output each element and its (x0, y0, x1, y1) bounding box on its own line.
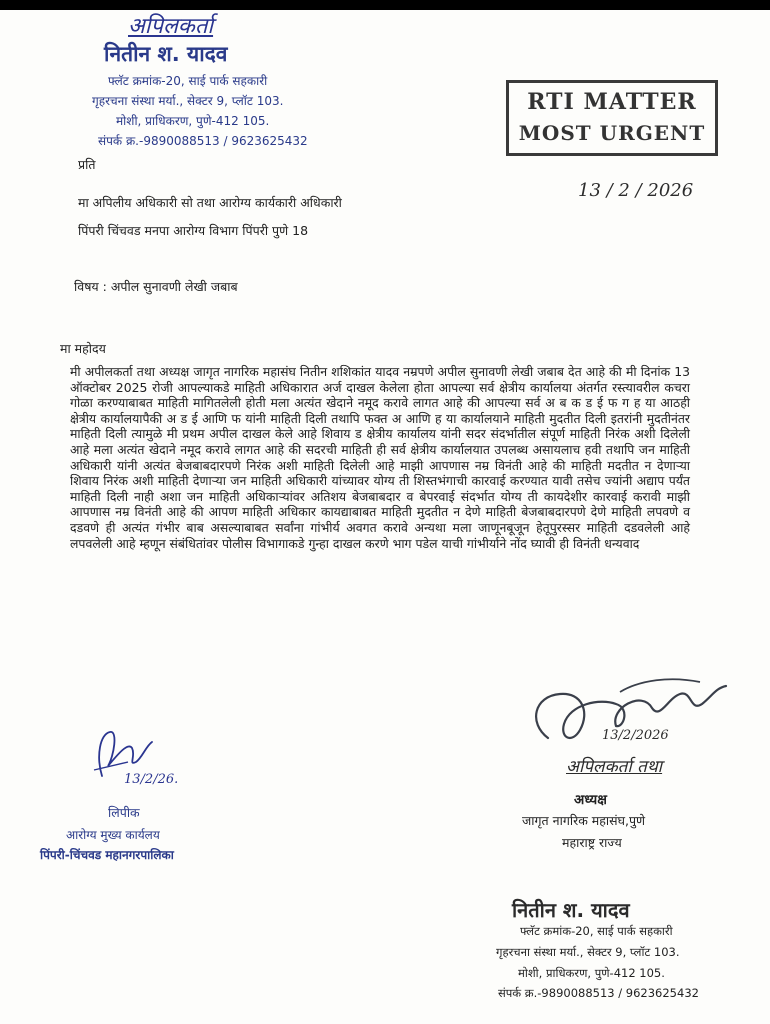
recipient-line2: पिंपरी चिंचवड मनपा आरोग्य विभाग पिंपरी पुणे 18 (78, 223, 309, 238)
letter-date: 13 / 2 / 2026 (578, 180, 694, 201)
subject-line: विषय : अपील सुनावणी लेखी जबाब (74, 279, 238, 294)
recipient-line1: मा अपिलीय अधिकारी सो तथा आरोग्य कार्यकारी अधिकारी (78, 195, 342, 210)
appellant-org-line2: महाराष्ट्र राज्य (562, 835, 622, 850)
appellant-signature (520, 668, 740, 758)
to-label: प्रति (78, 157, 96, 172)
appellant-signature-date: 13/2/2026 (602, 728, 669, 743)
footer-stamp-contact: संपर्क क्र.-9890088513 / 9623625432 (498, 986, 699, 1000)
rti-urgent-stamp (506, 80, 718, 156)
receiver-office-line1: आरोग्य मुख्य कार्यलय (66, 828, 160, 842)
rti-stamp-line1: RTI MATTER (527, 89, 697, 115)
appellant-org-line1: जागृत नागरिक महासंघ,पुणे (522, 813, 646, 828)
rti-stamp-line2: MOST URGENT (518, 121, 706, 145)
receiver-office-line2: पिंपरी-चिंचवड महानगरपालिका (40, 848, 174, 862)
top-black-bar (0, 0, 770, 10)
footer-stamp-name: नितीन श. यादव (512, 898, 630, 922)
footer-stamp-address-line1: फ्लॅट क्रमांक-20, साई पार्क सहकारी (520, 924, 673, 938)
sender-address-line1: फ्लॅट क्रमांक-20, साई पार्क सहकारी (108, 74, 268, 88)
footer-stamp-address-line2: गृहरचना संस्था मर्या., सेक्टर 9, प्लॉट 103. (496, 945, 680, 959)
footer-stamp-address-line3: मोशी, प्राधिकरण, पुणे-412 105. (518, 966, 665, 980)
salutation: मा महोदय (60, 341, 106, 356)
receiver-role: लिपीक (108, 805, 140, 820)
appellant-title: अध्यक्ष (574, 792, 607, 808)
sender-address-line2: गृहरचना संस्था मर्या., सेक्टर 9, प्लॉट 103. (92, 94, 284, 108)
sender-address-line3: मोशी, प्राधिकरण, पुणे-412 105. (116, 114, 270, 128)
letter-body: मी अपीलकर्ता तथा अध्यक्ष जागृत नागरिक महासंघ नितीन शशिकांत यादव नम्रपणे अपील सुनावणी लेखी जबाब देत आहे की मी दिनांक 13 ऑक्टोबर 2025 रोजी आपल्याकडे माहिती अधिकारात अर्ज दाखल केलेला होता आपल्या सर्व क्षेत्रीय कार्यालया अंतर्गत रस्त्यावरील कचरा गोळा करण्याबाबत माहिती मागितलेली होती मला अत्यंत खेदाने नमूद करावे लागत आहे की आपल्या सर्व अ ब क ड ई फ ग ह या आठही क्षेत्रीय कार्यालयापैकी अ ड ई आणि फ यांनी माहिती दिली तथापि फक्त अ आणि ह या कार्यालयाने माहिती मुदतीत दिली इतरांनी मुदतीनंतर माहिती दिली त्यामुळे मी प्रथम अपील दाखल केले आहे शिवाय ड क्षेत्रीय कार्यालय यांनी सदर संदर्भातील संपूर्ण माहिती निरंक अशी दिलेली आहे मला अत्यंत खेदाने नमूद करावे लागत आहे की सदरची माहिती ही सर्व क्षेत्रीय कार्यालयात उपलब्ध असायलाच हवी तथापि जन माहिती अधिकारी यांनी अत्यंत बेजबाबदारपणे निरंक अशी माहिती दिलेली आहे माझी आपणास नम्र विनंती आहे की माहिती मदतीत न देणाऱ्या शिवाय निरंक अशी माहिती देणाऱ्या जन माहिती अधिकारी यांच्यावर योग्य ती शिस्तभंगाची कारवाई करण्यात यावी तसेच ज्यांनी अद्याप पर्यंत माहिती दिली नाही अशा जन माहिती अधिकाऱ्यांवर अतिशय बेजबाबदार व बेपरवाई संदर्भात योग्य ती कायदेशीर कारवाई करावी माझी आपणास नम्र विनंती आहे की आपण माहिती अधिकार कायद्याबाबत माहिती मुदतीत न देणे माहिती बेजबाबदारपणे देणे माहिती लपवणे व दडवणे ही अत्यंत गंभीर बाब असल्याबाबत सर्वांना गांभीर्य अवगत करावे अन्यथा मला जाणूनबूजून हेतूपुरस्सर माहिती दडवलेली आहे लपवलेली आहे म्हणून संबंधितांवर पोलीस विभागाकडे गुन्हा दाखल करणे भाग पडेल याची गांभीर्याने नोंद घ्यावी ही विनंती धन्यवाद (70, 364, 690, 551)
sender-contact: संपर्क क्र.-9890088513 / 9623625432 (98, 134, 308, 148)
appellant-signature-label: अपिलकर्ता तथा (566, 757, 663, 777)
receiver-signature-date: 13/2/26. (124, 772, 179, 787)
appellant-handwritten-label: अपिलकर्ता (128, 14, 214, 39)
sender-name: नितीन श. यादव (104, 42, 228, 66)
